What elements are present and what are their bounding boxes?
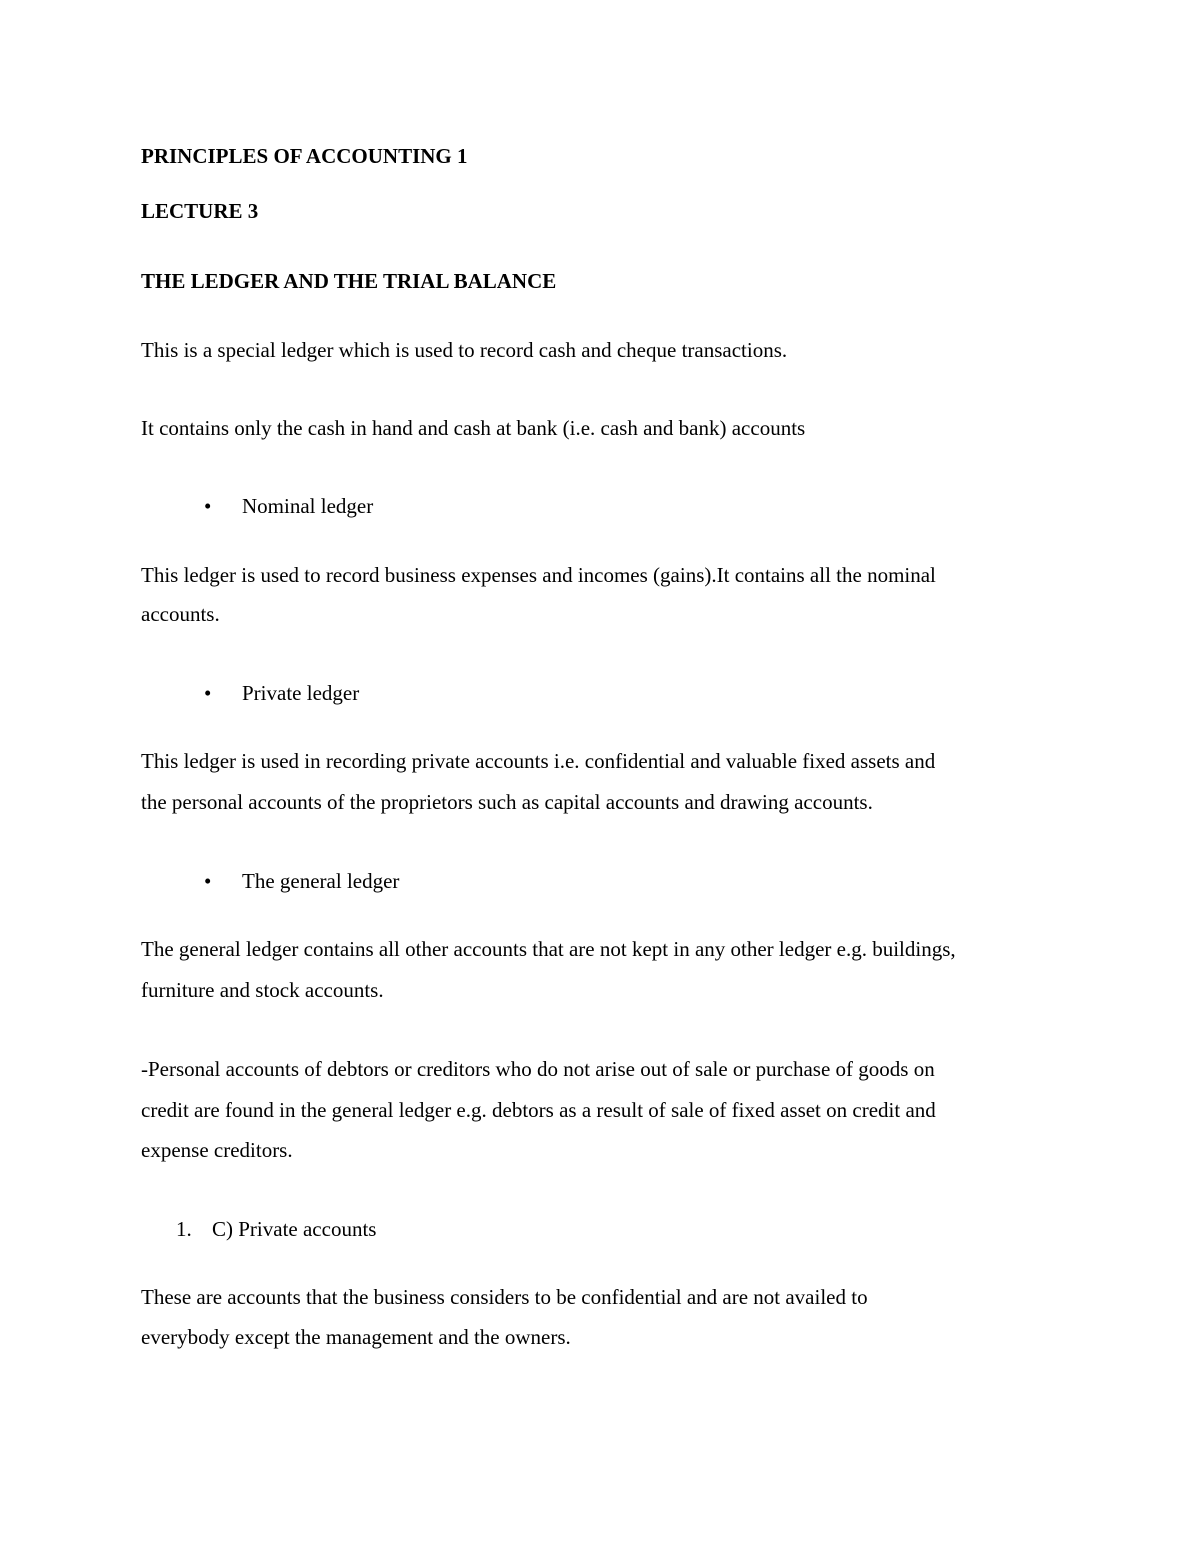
paragraph-private-line1: This ledger is used in recording private accounts i.e. confidential and valuable fixed assets and (141, 749, 936, 773)
list-item-nominal-ledger (204, 493, 373, 519)
paragraph-nominal-line2: accounts. (141, 602, 220, 626)
paragraph-cash-ledger: This is a special ledger which is used to record cash and cheque transactions. (141, 338, 788, 362)
list-number: 1. (176, 1217, 192, 1241)
paragraph-personal-line3: expense creditors. (141, 1138, 293, 1162)
bullet-icon: • (204, 869, 212, 893)
paragraph-personal-line2: credit are found in the general ledger e.g. debtors as a result of sale of fixed asset on credit and (141, 1098, 936, 1122)
paragraph-general-line2: furniture and stock accounts. (141, 978, 384, 1002)
bullet-icon: • (204, 681, 212, 705)
paragraph-final-line1: These are accounts that the business considers to be confidential and are not availed to (141, 1285, 868, 1309)
bullet-icon: • (204, 494, 212, 518)
paragraph-private-line2: the personal accounts of the proprietors such as capital accounts and drawing accounts. (141, 790, 873, 814)
document-title: PRINCIPLES OF ACCOUNTING 1 (141, 144, 468, 168)
list-item-label: Nominal ledger (242, 494, 374, 518)
paragraph-final-line2: everybody except the management and the owners. (141, 1325, 571, 1349)
list-item-private-ledger (204, 680, 359, 706)
paragraph-cash-contents: It contains only the cash in hand and cash at bank (i.e. cash and bank) accounts (141, 416, 806, 440)
list-item-label: The general ledger (242, 869, 400, 893)
numbered-item-private-accounts (176, 1216, 376, 1242)
numbered-item-label: C) Private accounts (212, 1217, 377, 1241)
paragraph-personal-line1: -Personal accounts of debtors or creditors who do not arise out of sale or purchase of goods on (141, 1057, 935, 1081)
section-heading: THE LEDGER AND THE TRIAL BALANCE (141, 269, 557, 293)
lecture-number: LECTURE 3 (141, 199, 259, 223)
list-item-label: Private ledger (242, 681, 360, 705)
list-item-general-ledger (204, 868, 399, 894)
paragraph-general-line1: The general ledger contains all other accounts that are not kept in any other ledger e.g. buildings, (141, 937, 956, 961)
paragraph-nominal-line1: This ledger is used to record business expenses and incomes (gains).It contains all the nominal (141, 563, 936, 587)
